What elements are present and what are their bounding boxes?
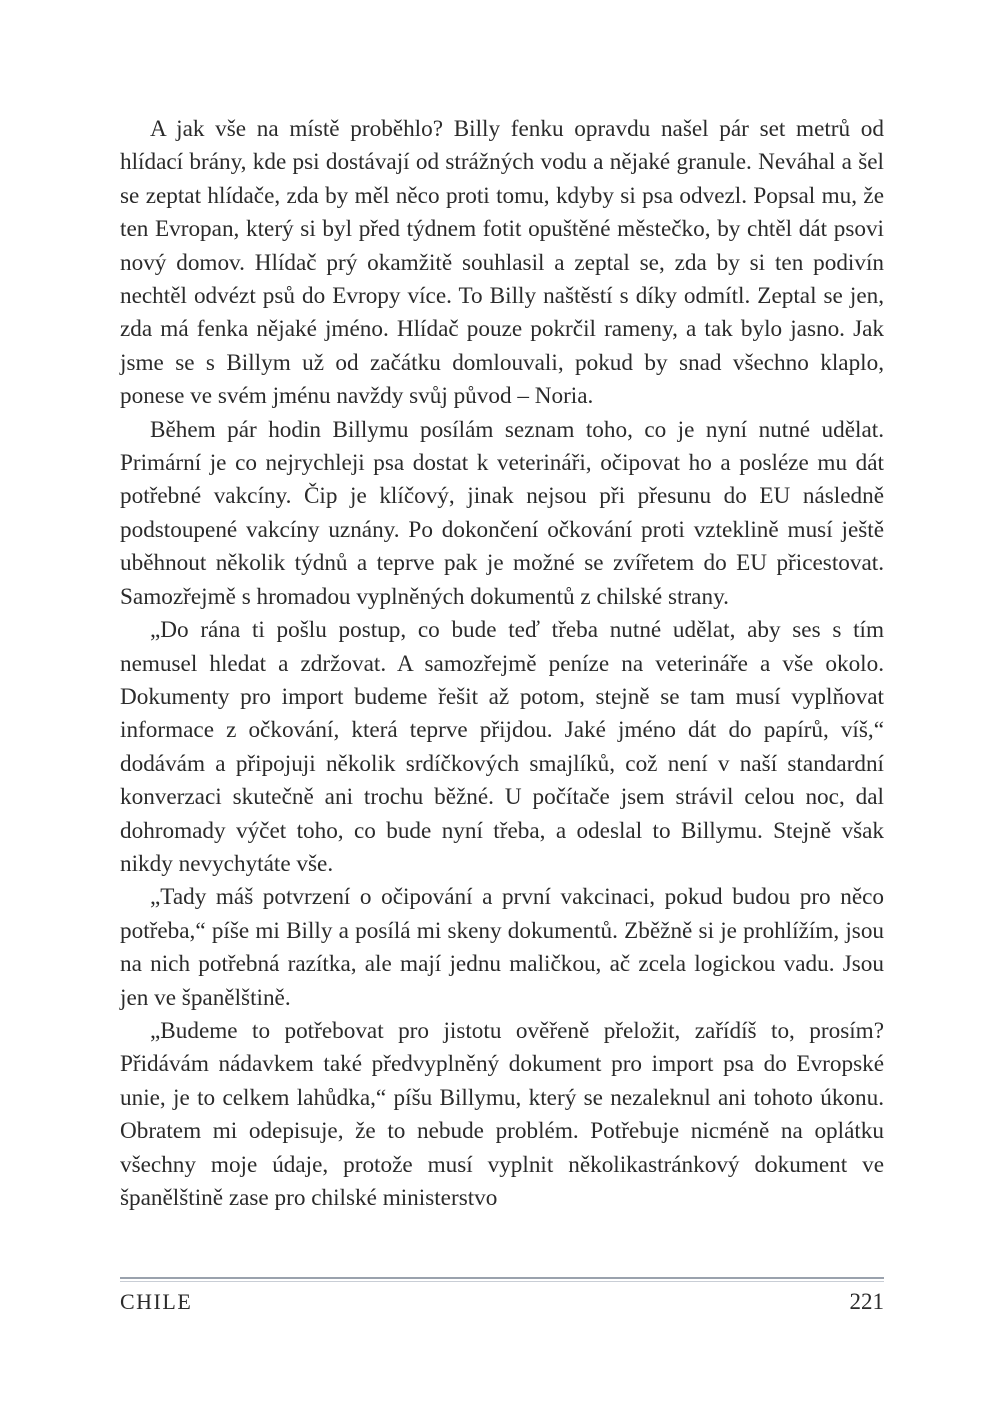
paragraph-1: A jak vše na místě proběhlo? Billy fenku opravdu našel pár set metrů od hlídací brány, kde psi dostávají od strážných vodu a nějaké granule. Neváhal a šel se zeptat hlídače, zda by měl něco proti tomu, kdyby si psa odvezl. Popsal mu, že ten Evropan, který si byl před týdnem fotit opuštěné městečko, by chtěl dát psovi nový domov. Hlídač prý okamžitě souhlasil a zeptal se, zda by si ten podivín nechtěl odvézt psů do Evropy více. To Billy naštěstí s díky odmítl. Zeptal se jen, zda má fenka nějaké jméno. Hlídač pouze pokrčil rameny, a tak bylo jasno. Jak jsme se s Billym už od začátku domlouvali, pokud by snad všechno klaplo, ponese ve svém jménu navždy svůj původ – Noria.: [120, 116, 884, 410]
running-head: CHILE: [120, 1289, 193, 1314]
paragraph-3: „Do rána ti pošlu postup, co bude teď třeba nutné udělat, aby ses s tím nemusel hledat a zdržovat. A samozřejmě peníze na veterináře a vše okolo. Dokumenty pro import budeme řešit až potom, stejně se tam musí vyplňovat informace z očkování, která teprve přijdou. Jaké jméno dát do papírů, víš,“ dodávám a připojuji několik srdíčkových smajlíků, což není v naší standardní konverzaci skutečně ani trochu běžné. U počítače jsem strávil celou noc, dal dohromady výčet toho, co bude nyní třeba, a odeslal to Billymu. Stejně však nikdy nevychytáte vše.: [120, 617, 884, 877]
footer-divider: [120, 1277, 884, 1279]
paragraph-4: „Tady máš potvrzení o očipování a první vakcinaci, pokud budou pro něco potřeba,“ píše mi Billy a posílá mi skeny dokumentů. Zběžně si je prohlížím, jsou na nich potřebná razítka, ale mají jednu maličkou, ač zcela logickou vadu. Jsou jen ve španělštině.: [120, 884, 884, 1011]
page-number: 221: [849, 1289, 884, 1314]
paragraph-5: „Budeme to potřebovat pro jistotu ověřeně přeložit, zařídíš to, prosím? Přidávám nádavkem také předvyplněný dokument pro import psa do Evropské unie, je to celkem lahůdka,“ píšu Billymu, který se nezaleknul ani tohoto úkonu. Obratem mi odepisuje, že to nebude problém. Potřebuje nicméně na oplátku všechny moje údaje, protože musí vyplnit několikastránkový dokument ve španělštině zase pro chilské ministerstvo: [120, 1017, 884, 1211]
page-body: [120, 113, 884, 1215]
paragraph-2: Během pár hodin Billymu posílám seznam toho, co je nyní nutné udělat. Primární je co nejrychleji psa dostat k veterináři, očipovat ho a posléze mu dát potřebné vakcíny. Čip je klíčový, jinak nejsou při přesunu do EU následně podstoupené vakcíny uznány. Po dokončení očkování proti vzteklině musí ještě uběhnout několik týdnů a teprve pak je možné se zvířetem do EU přicestovat. Samozřejmě s hromadou vyplněných dokumentů z chilské strany.: [120, 416, 884, 610]
